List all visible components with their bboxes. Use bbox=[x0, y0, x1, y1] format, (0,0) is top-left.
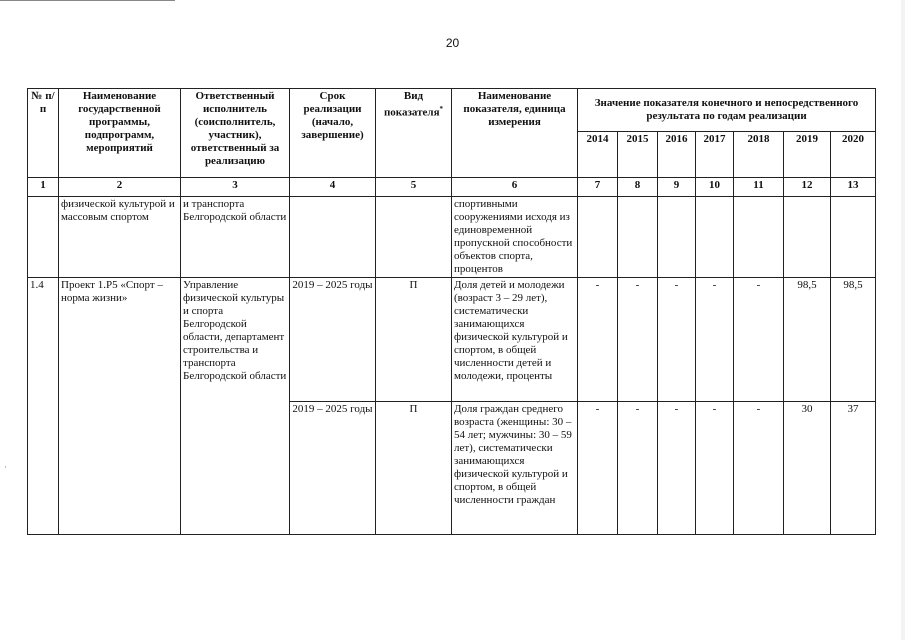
year-cell: 2014 bbox=[578, 132, 618, 178]
header-col-type bbox=[376, 89, 452, 178]
cell-term bbox=[290, 197, 376, 278]
table-row-continuation bbox=[28, 197, 876, 278]
cell-value: 98,5 bbox=[784, 278, 831, 402]
cell-value: - bbox=[696, 402, 734, 535]
year-cell: 2019 bbox=[784, 132, 831, 178]
cell-value bbox=[734, 197, 784, 278]
header-col-type-mark: * bbox=[439, 105, 444, 113]
table-row-project-a bbox=[28, 278, 876, 402]
cell-executor: и транспорта Белгородской области bbox=[181, 197, 290, 278]
column-number: 4 bbox=[290, 178, 376, 197]
cell-value bbox=[696, 197, 734, 278]
cell-indicator: Доля детей и молодежи (возраст 3 – 29 лет), систематически занимающихся физической культурой и спортом, в общей численности детей и молодежи, проценты bbox=[452, 278, 578, 402]
cell-value: - bbox=[618, 278, 658, 402]
column-number: 2 bbox=[59, 178, 181, 197]
year-cell: 2015 bbox=[618, 132, 658, 178]
column-number: 9 bbox=[658, 178, 696, 197]
column-number: 13 bbox=[831, 178, 876, 197]
column-number: 1 bbox=[28, 178, 59, 197]
cell-executor: Управление физической культуры и спорта Белгородской области, департамент строительства и транспорта Белгородской области bbox=[181, 278, 290, 535]
cell-value bbox=[578, 197, 618, 278]
column-number: 7 bbox=[578, 178, 618, 197]
cell-type: П bbox=[376, 402, 452, 535]
cell-num bbox=[28, 197, 59, 278]
scan-mark: · bbox=[4, 462, 7, 472]
cell-indicator: Доля граждан среднего возраста (женщины: 30 – 54 лет; мужчины: 30 – 59 лет), систематически занимающихся физической культурой и спортом, в общей численности граждан bbox=[452, 402, 578, 535]
cell-num: 1.4 bbox=[28, 278, 59, 535]
cell-value: - bbox=[734, 402, 784, 535]
column-number: 6 bbox=[452, 178, 578, 197]
table-header-row bbox=[28, 89, 876, 132]
header-col-type-text: Вид показателя bbox=[383, 90, 440, 119]
cell-value: 98,5 bbox=[831, 278, 876, 402]
cell-term: 2019 – 2025 годы bbox=[290, 402, 376, 535]
column-number: 10 bbox=[696, 178, 734, 197]
header-col-executor: Ответственный исполнитель (соисполнитель, участник), ответственный за реализацию bbox=[181, 89, 290, 178]
scan-top-line bbox=[0, 0, 175, 1]
column-number: 5 bbox=[376, 178, 452, 197]
year-cell: 2016 bbox=[658, 132, 696, 178]
year-cell: 2020 bbox=[831, 132, 876, 178]
cell-name: физической культурой и массовым спортом bbox=[59, 197, 181, 278]
cell-value: - bbox=[696, 278, 734, 402]
cell-value: 30 bbox=[784, 402, 831, 535]
header-col-name: Наименование государственной программы, подпрограмм, мероприятий bbox=[59, 89, 181, 178]
year-cell: 2017 bbox=[696, 132, 734, 178]
cell-type: П bbox=[376, 278, 452, 402]
header-col-num: № п/п bbox=[28, 89, 59, 178]
column-number: 12 bbox=[784, 178, 831, 197]
cell-value: 37 bbox=[831, 402, 876, 535]
page-number: 20 bbox=[445, 36, 460, 50]
column-numbers-row bbox=[28, 178, 876, 197]
cell-value: - bbox=[578, 402, 618, 535]
cell-type bbox=[376, 197, 452, 278]
scan-right-edge bbox=[901, 0, 905, 640]
column-number: 3 bbox=[181, 178, 290, 197]
cell-name: Проект 1.Р5 «Спорт – норма жизни» bbox=[59, 278, 181, 535]
cell-value bbox=[618, 197, 658, 278]
cell-value bbox=[784, 197, 831, 278]
indicators-table bbox=[27, 88, 876, 535]
cell-value bbox=[831, 197, 876, 278]
cell-value bbox=[658, 197, 696, 278]
header-col-term: Срок реализации (начало, завершение) bbox=[290, 89, 376, 178]
cell-value: - bbox=[578, 278, 618, 402]
header-col-values: Значение показателя конечного и непосредственного результата по годам реализации bbox=[578, 89, 876, 132]
column-number: 11 bbox=[734, 178, 784, 197]
year-cell: 2018 bbox=[734, 132, 784, 178]
cell-value: - bbox=[618, 402, 658, 535]
cell-value: - bbox=[734, 278, 784, 402]
cell-value: - bbox=[658, 278, 696, 402]
cell-term: 2019 – 2025 годы bbox=[290, 278, 376, 402]
header-col-indicator: Наименование показателя, единица измерения bbox=[452, 89, 578, 178]
cell-indicator: спортивными сооружениями исходя из единовременной пропускной способности объектов спорта, процентов bbox=[452, 197, 578, 278]
column-number: 8 bbox=[618, 178, 658, 197]
cell-value: - bbox=[658, 402, 696, 535]
